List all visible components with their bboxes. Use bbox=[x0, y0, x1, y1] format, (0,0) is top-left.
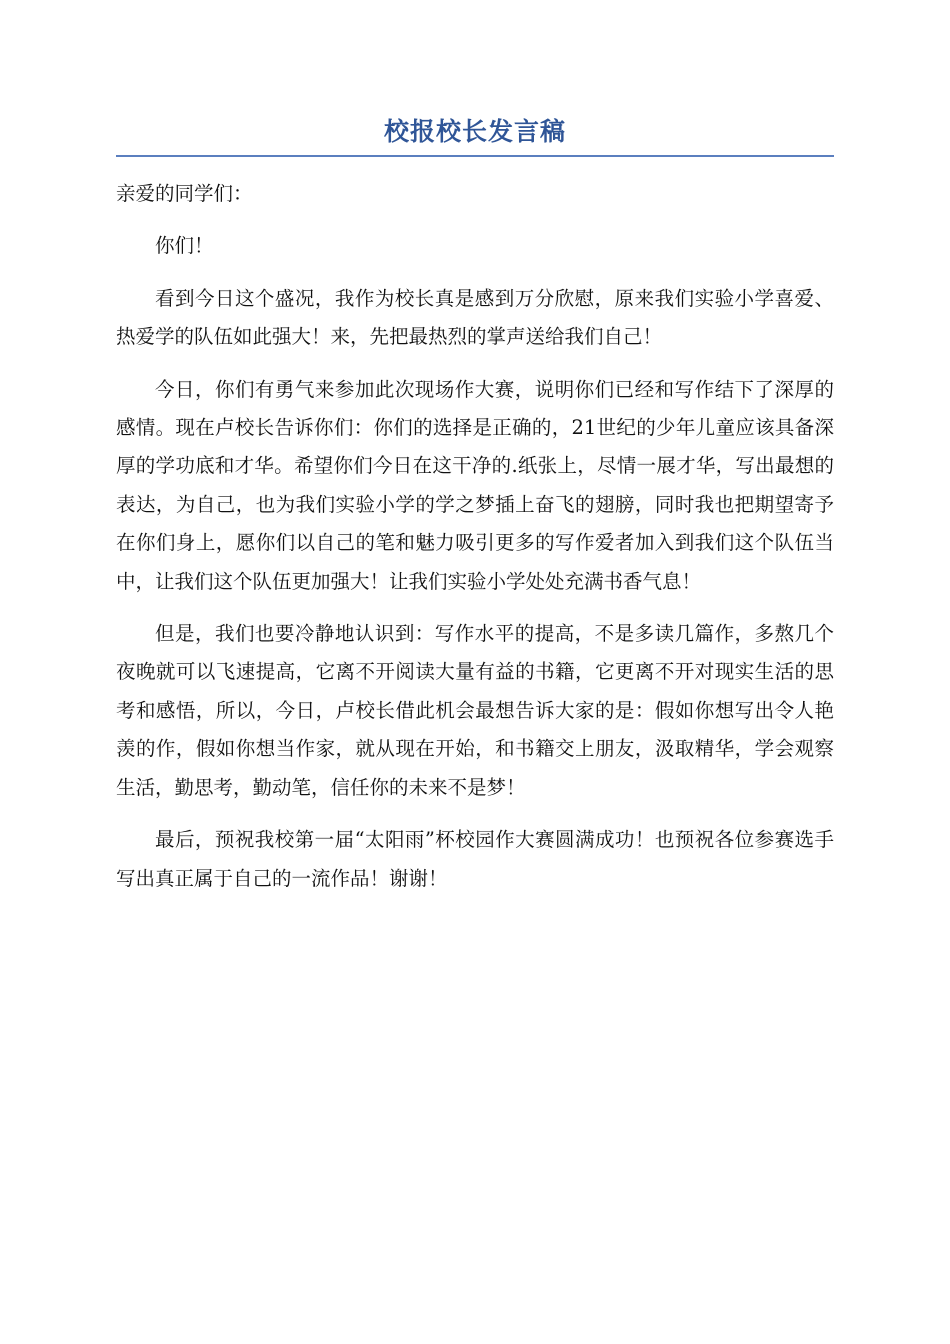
paragraph-4: 但是，我们也要冷静地认识到：写作水平的提高，不是多读几篇作，多熬几个夜晚就可以飞速提高，它离不开阅读大量有益的书籍，它更离不开对现实生活的思考和感悟，所以，今日，卢校长借此机会最想告诉大家的是：假如你想写出令人艳羡的作，假如你想当作家，就从现在开始，和书籍交上朋友，汲取精华，学会观察生活，勤思考，勤动笔，信任你的未来不是梦！ bbox=[116, 622, 834, 799]
document-page bbox=[116, 112, 834, 912]
title-underline bbox=[116, 155, 834, 157]
document-body bbox=[116, 175, 834, 898]
document-title: 校报校长发言稿 bbox=[383, 117, 566, 146]
paragraph-2: 看到今日这个盛况，我作为校长真是感到万分欣慰，原来我们实验小学喜爱、热爱学的队伍如此强大！来，先把最热烈的掌声送给我们自己！ bbox=[116, 286, 834, 349]
paragraph-5: 最后，预祝我校第一届“太阳雨”杯校园作大赛圆满成功！也预祝各位参赛选手写出真正属于自己的一流作品！谢谢！ bbox=[116, 828, 834, 890]
salutation: 亲爱的同学们： bbox=[116, 182, 253, 205]
paragraph-3: 今日，你们有勇气来参加此次现场作大赛，说明你们已经和写作结下了深厚的感情。现在卢校长告诉你们：你们的选择是正确的，21世纪的少年儿童应该具备深厚的学功底和才华。希望你们今日在这干净的.纸张上，尽情一展才华，写出最想的表达，为自己，也为我们实验小学的学之梦插上奋飞的翅膀，同时我也把期望寄予在你们身上，愿你们以自己的笔和魅力吸引更多的写作爱者加入到我们这个队伍当中，让我们这个队伍更加强大！让我们实验小学处处充满书香气息！ bbox=[116, 377, 834, 593]
paragraph-1: 你们！ bbox=[155, 234, 214, 258]
